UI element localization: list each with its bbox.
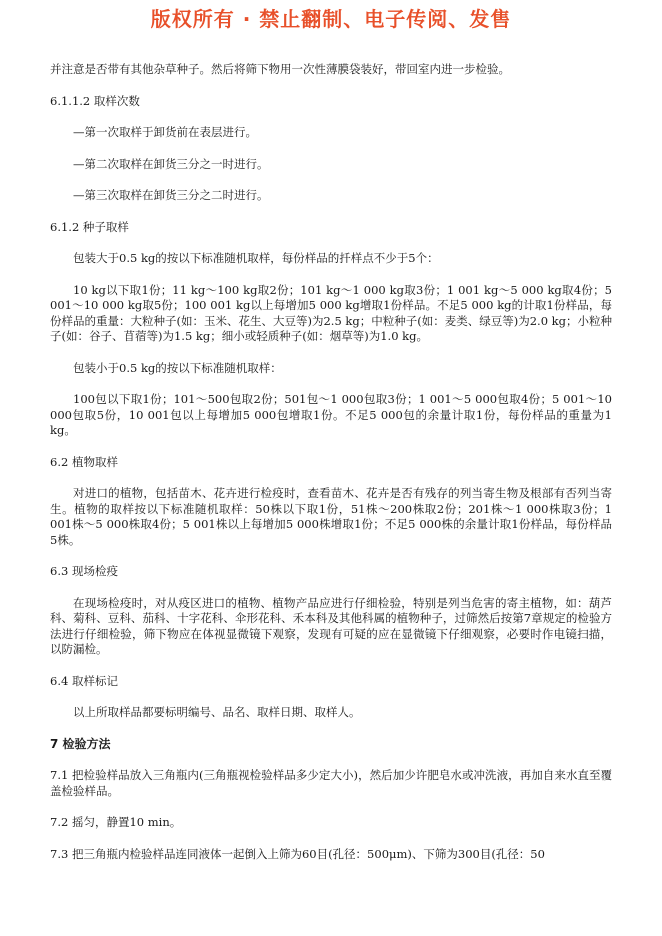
section-heading: 6.2 植物取样: [50, 454, 118, 469]
paragraph: 7.2 摇匀，静置10 min。: [50, 815, 182, 829]
copyright-banner: 版权所有 · 禁止翻制、电子传阅、发售: [150, 7, 512, 31]
paragraph: 包装大于0.5 kg的按以下标准随机取样，每份样品的扦样点不少于5个：: [73, 251, 439, 265]
section-heading: 6.4 取样标记: [50, 673, 118, 688]
paragraph: 10 kg以下取1份；11 kg～100 kg取2份；101 kg～1 000 kg取3份；1 001 kg～5 000 kg取4份；5 001～10 000 kg取5份；100 001 kg以上每增加5 000 kg增取1份样品。不足5 000 kg的计取1份样品，每份样品的重量：大粒种子(如：玉米、花生、大豆等)为2.5 kg；中粒种子(如：麦类、绿豆等)为2.0 kg；小粒种子(如：谷子、苜蓿等)为1.5 kg；细小或轻质种子(如：烟草等)为1.0 kg。: [50, 282, 612, 343]
paragraph: 以上所取样品都要标明编号、品名、取样日期、取样人。: [73, 705, 361, 719]
section-heading: 6.3 现场检疫: [50, 564, 118, 578]
paragraph: 并注意是否带有其他杂草种子。然后将筛下物用一次性薄膜袋装好，带回室内进一步检验。: [50, 62, 510, 76]
section-heading: 6.1.1.2 取样次数: [50, 93, 140, 108]
paragraph: 7.1 把检验样品放入三角瓶内(三角瓶视检验样品多少定大小)，然后加少许肥皂水或冲洗液，再加自来水直至覆盖检验样品。: [50, 768, 612, 798]
paragraph: —第二次取样在卸货三分之一时进行。: [73, 156, 269, 171]
paragraph: 100包以下取1份；101～500包取2份；501包～1 000包取3份；1 001～5 000包取4份；5 001～10 000包取5份，10 001包以上每增加5 000包增取1份。不足5 000包的余量计取1份，每份样品的重量为1 kg。: [50, 392, 612, 437]
section-heading: 6.1.2 种子取样: [50, 219, 129, 234]
paragraph: —第一次取样于卸货前在表层进行。: [73, 125, 257, 139]
paragraph: 在现场检疫时，对从疫区进口的植物、植物产品应进行仔细检验，特别是列当危害的寄主植物，如：葫芦科、菊科、豆科、茄科、十字花科、伞形花科、禾本科及其他科属的植物种子，过筛然后按第7章规定的检验方法进行仔细检验，筛下物应在体视显微镜下观察，发现有可疑的应在显微镜下仔细观察，必要时作电镜扫描，以防漏检。: [50, 595, 612, 656]
paragraph: 包装小于0.5 kg的按以下标准随机取样：: [73, 360, 282, 375]
paragraph: —第三次取样在卸货三分之二时进行。: [73, 188, 269, 202]
paragraph: 对进口的植物，包括苗木、花卉进行检疫时，查看苗木、花卉是否有残存的列当寄生物及根部有否列当寄生。植物的取样按以下标准随机取样：50株以下取1份，51株～200株取2份；201株～1 000株取3份；1 001株～5 000株取4份；5 001株以上每增加5 000株增取1份；不足5 000株的余量计取1份样品，每份样品5株。: [50, 486, 612, 547]
chapter-heading: 7 检验方法: [50, 736, 111, 751]
document-body: [50, 62, 612, 878]
paragraph: 7.3 把三角瓶内检验样品连同液体一起倒入上筛为60目(孔径：500μm)、下筛为300目(孔径：50: [50, 846, 545, 861]
